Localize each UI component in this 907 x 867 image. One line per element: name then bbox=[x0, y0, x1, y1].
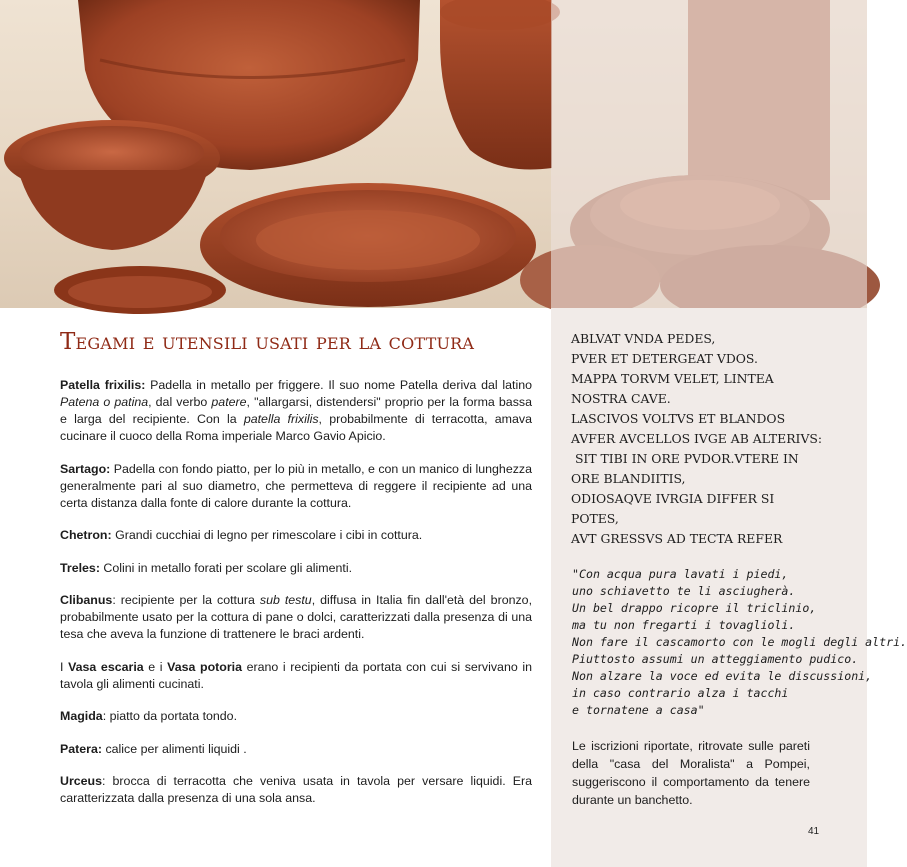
entry-text: patere bbox=[211, 395, 247, 409]
entry-text: Colini in metallo forati per scolare gli alimenti. bbox=[103, 560, 353, 575]
entry-text: : brocca di terracotta che veniva usata in tavola per versare liquidi. Era caratterizzata dalla presenza di una sola ansa. bbox=[60, 774, 532, 805]
entry-text: e i bbox=[143, 659, 168, 674]
photo-tint-overlay bbox=[551, 0, 867, 308]
glossary-entry bbox=[60, 659, 532, 693]
entry-text: erano i recipienti da portata con cui si servivano in tavola gli alimenti cucinati. bbox=[60, 659, 532, 691]
glossary-entry bbox=[60, 527, 532, 544]
entry-text: : piatto da portata tondo. bbox=[102, 709, 238, 723]
glossary-entry bbox=[60, 741, 532, 758]
entry-term: Urceus bbox=[60, 774, 103, 788]
entry-text: : recipiente per la cottura bbox=[112, 593, 260, 607]
glossary-entry bbox=[60, 560, 532, 577]
entry-text: Grandi cucchiai di legno per rimescolare i cibi in cottura. bbox=[115, 528, 423, 542]
entry-term: Patella frixilis: bbox=[60, 378, 151, 392]
entry-term: Patera: bbox=[60, 741, 106, 756]
inscription-note: Le iscrizioni riportate, ritrovate sulle pareti della "casa del Moralista" a Pompei, suggeriscono il comportamento da tenere durante un banchetto. bbox=[572, 739, 810, 807]
entry-text: Padella in metallo per friggere. Il suo nome Patella deriva dal latino bbox=[150, 378, 533, 392]
glossary-entry bbox=[60, 708, 532, 725]
pottery-photo bbox=[0, 0, 867, 308]
glossary-entry bbox=[60, 461, 532, 512]
entry-text: I bbox=[60, 659, 69, 674]
glossary-entry bbox=[60, 773, 532, 807]
entry-term: Magida bbox=[60, 709, 103, 723]
page-title: Tegami e utensili usati per la cottura bbox=[60, 329, 475, 355]
glossary-entry bbox=[60, 377, 532, 445]
entry-term: Clibanus bbox=[60, 593, 113, 607]
entry-text: Padella con fondo piatto, per lo più in metallo, e con un manico di lunghezza generalmente pari al suo diametro, che permetteva di reggere il recipiente ad una certa distanza dalla fonte di calore durante la cottura. bbox=[60, 461, 532, 510]
entry-text: calice per alimenti liquidi . bbox=[105, 741, 247, 756]
inscription-translation: "Con acqua pura lavati i piedi, uno schiavetto te li asciugherà. Un bel drappo ricopre il triclinio, ma tu non fregarti i tovaglioli. Non fare il cascamorto con le mogli degli altri. Piuttosto assumi un atteggiamento pudico. Non alzare la voce ed evita le discussioni, in caso contrario alza i tacchi e tornatene a casa" bbox=[572, 567, 907, 717]
glossary-entry bbox=[60, 592, 532, 643]
entry-text: Patena o patina bbox=[60, 395, 149, 409]
entry-text: patella frixilis bbox=[243, 412, 319, 426]
entry-text: , diffusa in Italia fin dall'età del bronzo, probabilmente usato per la cottura di pane o dolci, caratterizzati dalla presenza di una tesa che aveva la funzione di trattenere le braci ardenti. bbox=[60, 593, 533, 641]
entry-text: sub testu bbox=[259, 593, 312, 607]
page-number: 41 bbox=[808, 826, 820, 837]
entry-term: Vasa potoria bbox=[167, 659, 243, 674]
latin-inscription: ABLVAT VNDA PEDES, PVER ET DETERGEAT VDOS. MAPPA TORVM VELET, LINTEA NOSTRA CAVE. LASCIVOS VOLTVS ET BLANDOS AVFER AVCELLOS IVGE AB ALTERIVS: SIT TIBI IN ORE PVDOR.VTERE IN ORE BLANDIITIS, ODIOSAQVE IVRGIA DIFFER SI POTES, AVT GRESSVS AD TECTA REFER bbox=[571, 331, 823, 546]
glossary-entries bbox=[60, 377, 532, 823]
entry-text: , dal verbo bbox=[148, 395, 212, 409]
entry-term: Vasa escaria bbox=[68, 659, 144, 674]
entry-term: Chetron: bbox=[60, 528, 116, 542]
entry-term: Treles: bbox=[60, 560, 104, 575]
entry-text: , probabilmente di terracotta, amava cucinare il cuoco della Roma imperiale Marco Gavio Apicio. bbox=[60, 412, 532, 443]
entry-text: , "allargarsi, distendersi" proprio per la forma bassa e larga del recipiente. Con la bbox=[60, 395, 532, 426]
entry-term: Sartago: bbox=[60, 461, 114, 476]
